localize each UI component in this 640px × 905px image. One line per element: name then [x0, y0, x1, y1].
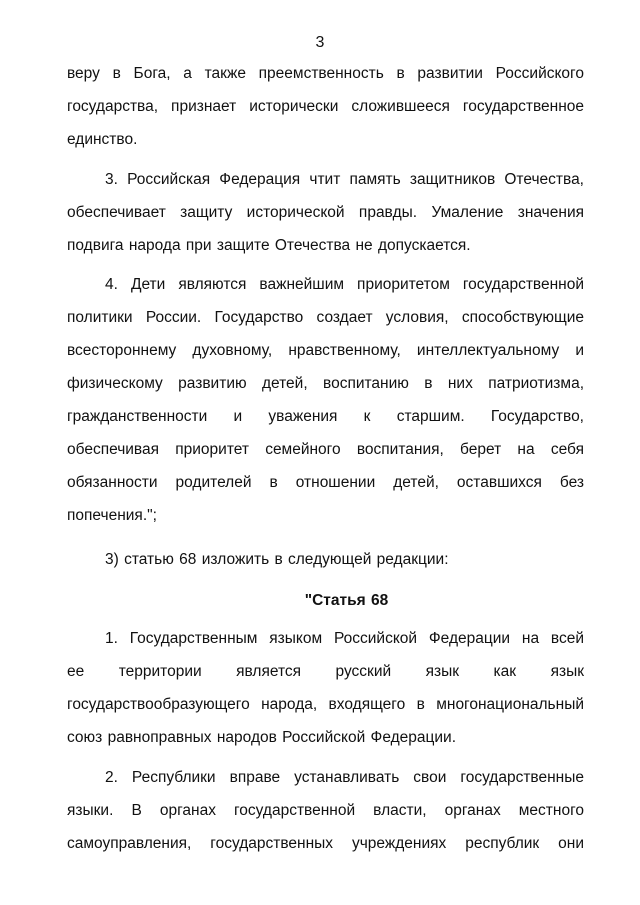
text-line: физическому развитию детей, воспитанию в них патриотизма,	[67, 375, 584, 392]
text-line: языки. В органах государственной власти, органах местного	[67, 802, 584, 819]
paragraph-item-4	[67, 268, 584, 532]
text-line: 3. Российская Федерация чтит память защитников Отечества,	[105, 171, 584, 188]
text-line: подвига народа при защите Отечества не допускается.	[67, 237, 471, 254]
text-line: 2. Республики вправе устанавливать свои государственные	[105, 769, 584, 786]
text-line: гражданственности и уважения к старшим. Государство,	[67, 408, 584, 425]
page-number: 3	[315, 34, 325, 51]
paragraph-instruction	[67, 543, 584, 576]
article-title: "Статья 68	[304, 592, 389, 609]
article-heading	[67, 584, 584, 617]
text-line: попечения.";	[67, 507, 157, 524]
text-line: 3) статью 68 изложить в следующей редакции:	[105, 551, 449, 568]
paragraph-article-68-1	[67, 622, 584, 754]
text-line: всестороннему духовному, нравственному, интеллектуальному и	[67, 342, 584, 359]
paragraph-item-3	[67, 163, 584, 262]
paragraph-continuation	[67, 57, 584, 156]
text-line: политики России. Государство создает условия, способствующие	[67, 309, 584, 326]
text-line: единство.	[67, 131, 138, 148]
text-line: государства, признает исторически сложившееся государственное	[67, 98, 584, 115]
text-line: обеспечивает защиту исторической правды. Умаление значения	[67, 204, 584, 221]
text-line: ее территории является русский язык как язык	[67, 663, 584, 680]
text-line: государствообразующего народа, входящего в многонациональный	[67, 696, 584, 713]
text-line: самоуправления, государственных учреждениях республик они	[67, 835, 584, 852]
text-line: союз равноправных народов Российской Федерации.	[67, 729, 457, 746]
paragraph-article-68-2	[67, 761, 584, 860]
text-line: 1. Государственным языком Российской Федерации на всей	[105, 630, 584, 647]
text-line: обязанности родителей в отношении детей, оставшихся без	[67, 474, 584, 491]
text-line: 4. Дети являются важнейшим приоритетом государственной	[105, 276, 584, 293]
text-line: веру в Бога, а также преемственность в развитии Российского	[67, 65, 584, 82]
text-line: обеспечивая приоритет семейного воспитания, берет на себя	[67, 441, 584, 458]
